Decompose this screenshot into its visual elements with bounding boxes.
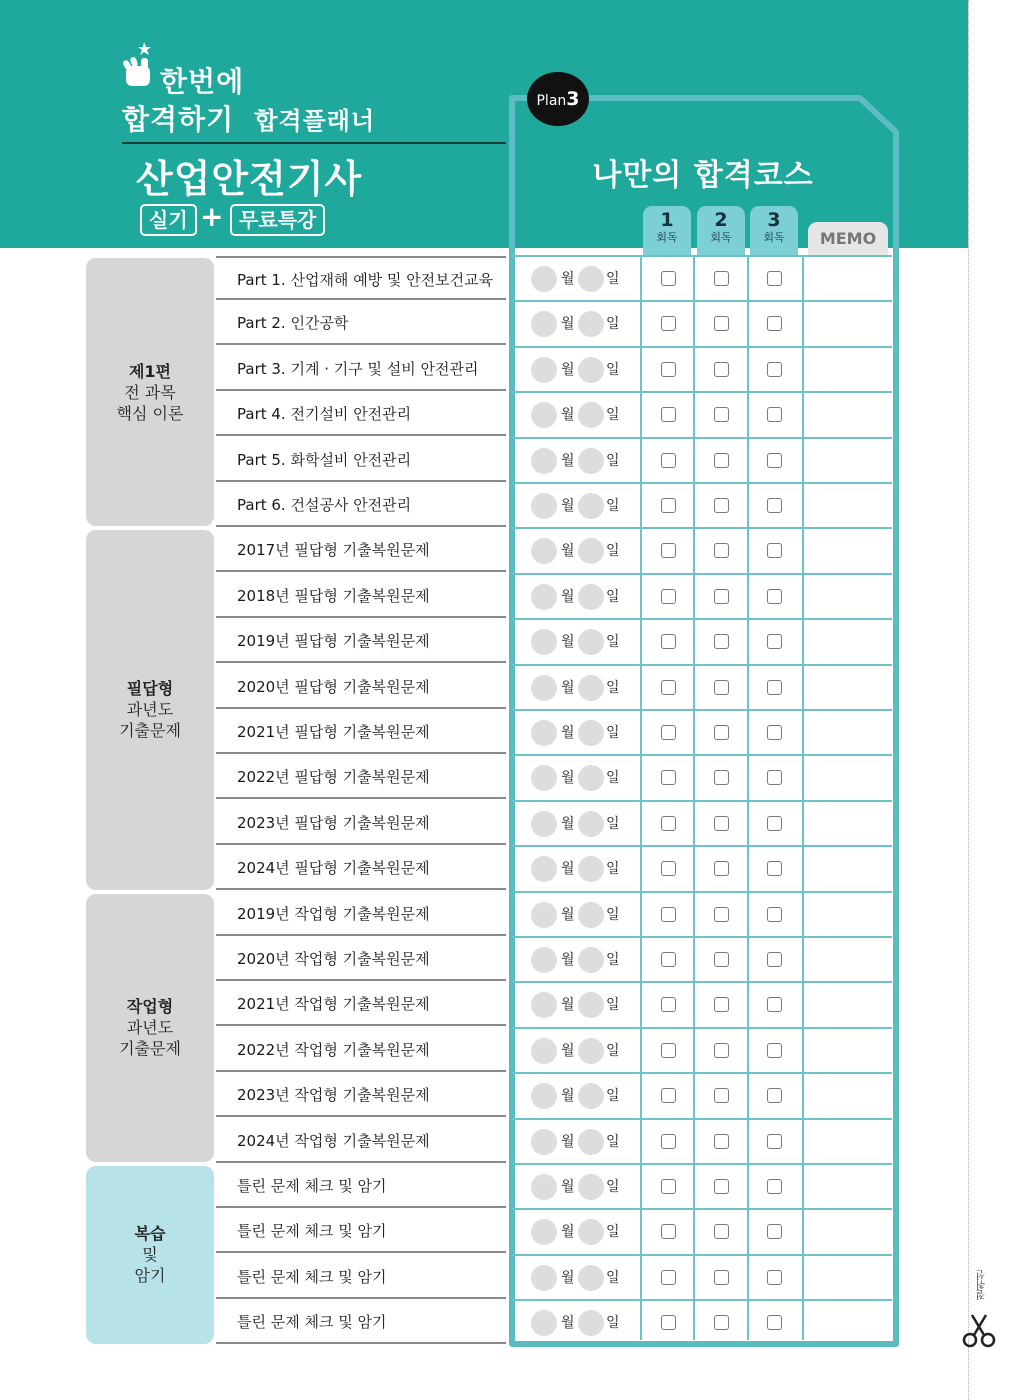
day-input[interactable] bbox=[578, 538, 604, 564]
day-label: 일 bbox=[606, 815, 620, 832]
cut-line bbox=[968, 0, 969, 1400]
date-field bbox=[531, 1172, 631, 1202]
day-input[interactable] bbox=[578, 765, 604, 791]
day-label: 일 bbox=[606, 1269, 620, 1286]
date-field bbox=[531, 1036, 631, 1066]
round-2-checkbox[interactable] bbox=[714, 907, 729, 922]
section-label bbox=[86, 258, 214, 526]
round-tab-2 bbox=[697, 206, 745, 256]
memo-cell[interactable] bbox=[804, 439, 892, 482]
memo-cell[interactable] bbox=[804, 1120, 892, 1163]
date-field bbox=[531, 900, 631, 930]
date-field bbox=[531, 1217, 631, 1247]
section-label-line: 암기 bbox=[134, 1266, 166, 1286]
day-input[interactable] bbox=[578, 1174, 604, 1200]
round-1-checkbox[interactable] bbox=[661, 816, 676, 831]
topic-row: 틀린 문제 체크 및 암기 bbox=[216, 1209, 506, 1253]
date-field bbox=[531, 854, 631, 884]
round-1-checkbox[interactable] bbox=[661, 907, 676, 922]
month-label: 월 bbox=[561, 407, 575, 424]
topic-row: Part 2. 인간공학 bbox=[216, 301, 506, 345]
day-label: 일 bbox=[606, 906, 620, 923]
month-input[interactable] bbox=[531, 1129, 557, 1155]
round-3-checkbox[interactable] bbox=[767, 952, 782, 967]
topic-row: 2024년 작업형 기출복원문제 bbox=[216, 1119, 506, 1163]
round-2-checkbox[interactable] bbox=[714, 952, 729, 967]
round-2-checkbox[interactable] bbox=[714, 1088, 729, 1103]
memo-cell[interactable] bbox=[804, 938, 892, 981]
day-input[interactable] bbox=[578, 629, 604, 655]
date-field bbox=[531, 627, 631, 657]
month-label: 월 bbox=[561, 271, 575, 287]
round-2-checkbox[interactable] bbox=[714, 634, 729, 649]
round-tab-3 bbox=[750, 206, 798, 256]
month-label: 월 bbox=[561, 452, 575, 469]
round-3-checkbox[interactable] bbox=[767, 453, 782, 468]
round-3-checkbox[interactable] bbox=[767, 271, 782, 286]
section-label-text bbox=[117, 361, 184, 424]
memo-cell[interactable] bbox=[804, 1210, 892, 1253]
month-label: 월 bbox=[561, 316, 575, 333]
date-field bbox=[531, 355, 631, 385]
round-3-checkbox[interactable] bbox=[767, 1270, 782, 1285]
date-field bbox=[531, 536, 631, 566]
day-input[interactable] bbox=[578, 947, 604, 973]
round-3-checkbox[interactable] bbox=[767, 1179, 782, 1194]
column-divider bbox=[640, 256, 642, 1340]
date-field bbox=[531, 309, 631, 339]
section-label-text bbox=[119, 996, 181, 1059]
day-label: 일 bbox=[606, 361, 620, 378]
month-label: 월 bbox=[561, 1179, 575, 1195]
month-label: 월 bbox=[561, 1133, 575, 1150]
month-input[interactable] bbox=[531, 1219, 557, 1245]
day-label: 일 bbox=[606, 634, 620, 651]
round-3-checkbox[interactable] bbox=[767, 1134, 782, 1149]
date-field bbox=[531, 1127, 631, 1157]
round-3-checkbox[interactable] bbox=[767, 725, 782, 740]
month-input[interactable] bbox=[531, 856, 557, 882]
month-label: 월 bbox=[561, 543, 575, 560]
date-field bbox=[531, 718, 631, 748]
memo-cell[interactable] bbox=[804, 393, 892, 436]
memo-cell[interactable] bbox=[804, 620, 892, 663]
day-input[interactable] bbox=[578, 402, 604, 428]
day-label: 일 bbox=[606, 588, 620, 605]
month-input[interactable] bbox=[531, 947, 557, 973]
round-3-checkbox[interactable] bbox=[767, 1043, 782, 1058]
day-input[interactable] bbox=[578, 992, 604, 1018]
date-field bbox=[531, 809, 631, 839]
month-label: 월 bbox=[561, 861, 575, 878]
day-label: 일 bbox=[606, 725, 620, 741]
day-input[interactable] bbox=[578, 720, 604, 746]
round-2-checkbox[interactable] bbox=[714, 543, 729, 558]
round-3-checkbox[interactable] bbox=[767, 1088, 782, 1103]
memo-cell[interactable] bbox=[804, 666, 892, 709]
brand-name: 합격하기 bbox=[122, 103, 235, 136]
row-divider bbox=[512, 255, 892, 257]
section-label bbox=[86, 894, 214, 1162]
plus-sign: + bbox=[200, 200, 224, 233]
day-input[interactable] bbox=[578, 357, 604, 383]
section-label-line: 기출문제 bbox=[119, 721, 181, 741]
course-title: 나만의 합격코스 bbox=[592, 158, 814, 193]
round-2-checkbox[interactable] bbox=[714, 997, 729, 1012]
month-label: 월 bbox=[561, 906, 575, 923]
memo-cell[interactable] bbox=[804, 1029, 892, 1072]
round-3-checkbox[interactable] bbox=[767, 816, 782, 831]
round-2-checkbox[interactable] bbox=[714, 770, 729, 785]
scissors-icon bbox=[960, 1310, 1000, 1350]
month-label: 월 bbox=[561, 725, 575, 741]
round-3-checkbox[interactable] bbox=[767, 1315, 782, 1330]
section-label-line: 과년도 bbox=[126, 1018, 174, 1038]
topic-row: 2023년 필답형 기출복원문제 bbox=[216, 801, 506, 845]
section-label-line: 복습 bbox=[134, 1224, 166, 1244]
month-label: 월 bbox=[561, 815, 575, 832]
topic-row: 2021년 필답형 기출복원문제 bbox=[216, 710, 506, 754]
round-3-checkbox[interactable] bbox=[767, 407, 782, 422]
month-label: 월 bbox=[561, 1224, 575, 1241]
month-label: 월 bbox=[561, 1269, 575, 1286]
round-3-checkbox[interactable] bbox=[767, 1224, 782, 1239]
column-divider bbox=[802, 256, 804, 1340]
round-2-checkbox[interactable] bbox=[714, 271, 729, 286]
day-label: 일 bbox=[606, 770, 620, 787]
round-2-checkbox[interactable] bbox=[714, 453, 729, 468]
round-1-checkbox[interactable] bbox=[661, 1224, 676, 1239]
round-2-checkbox[interactable] bbox=[714, 861, 729, 876]
month-input[interactable] bbox=[531, 357, 557, 383]
month-input[interactable] bbox=[531, 1083, 557, 1109]
day-input[interactable] bbox=[578, 266, 604, 292]
round-2-checkbox[interactable] bbox=[714, 1134, 729, 1149]
date-field bbox=[531, 1081, 631, 1111]
round-1-checkbox[interactable] bbox=[661, 271, 676, 286]
memo-header: MEMO bbox=[808, 222, 888, 256]
round-1-checkbox[interactable] bbox=[661, 1088, 676, 1103]
topic-row: 2020년 작업형 기출복원문제 bbox=[216, 937, 506, 981]
topic-row: 2022년 작업형 기출복원문제 bbox=[216, 1028, 506, 1072]
day-label: 일 bbox=[606, 316, 620, 333]
memo-cell[interactable] bbox=[804, 756, 892, 799]
day-input[interactable] bbox=[578, 1219, 604, 1245]
section-label-line: 전 과목 bbox=[124, 382, 176, 402]
round-1-checkbox[interactable] bbox=[661, 1134, 676, 1149]
day-label: 일 bbox=[606, 1042, 620, 1059]
round-1-checkbox[interactable] bbox=[661, 952, 676, 967]
month-label: 월 bbox=[561, 1042, 575, 1059]
round-2-checkbox[interactable] bbox=[714, 316, 729, 331]
month-input[interactable] bbox=[531, 1265, 557, 1291]
section-label-line: 및 bbox=[142, 1245, 158, 1265]
month-label: 월 bbox=[561, 952, 575, 968]
round-2-checkbox[interactable] bbox=[714, 816, 729, 831]
round-1-checkbox[interactable] bbox=[661, 453, 676, 468]
round-1-checkbox[interactable] bbox=[661, 725, 676, 740]
month-input[interactable] bbox=[531, 402, 557, 428]
memo-cell[interactable] bbox=[804, 484, 892, 527]
topic-row: 2017년 필답형 기출복원문제 bbox=[216, 528, 506, 572]
round-2-checkbox[interactable] bbox=[714, 1179, 729, 1194]
round-3-checkbox[interactable] bbox=[767, 680, 782, 695]
date-field bbox=[531, 763, 631, 793]
date-field bbox=[531, 1308, 631, 1338]
day-label: 일 bbox=[606, 271, 620, 287]
topic-row: 틀린 문제 체크 및 암기 bbox=[216, 1164, 506, 1208]
section-label bbox=[86, 530, 214, 889]
day-input[interactable] bbox=[578, 311, 604, 337]
memo-cell[interactable] bbox=[804, 529, 892, 572]
month-label: 월 bbox=[561, 679, 575, 696]
month-input[interactable] bbox=[531, 765, 557, 791]
round-2-checkbox[interactable] bbox=[714, 1043, 729, 1058]
round-1-checkbox[interactable] bbox=[661, 997, 676, 1012]
memo-cell[interactable] bbox=[804, 847, 892, 890]
topic-row: Part 4. 전기설비 안전관리 bbox=[216, 392, 506, 436]
date-field bbox=[531, 446, 631, 476]
month-label: 월 bbox=[561, 997, 575, 1014]
round-suffix: 회독 bbox=[763, 231, 785, 244]
memo-cell[interactable] bbox=[804, 802, 892, 845]
round-3-checkbox[interactable] bbox=[767, 543, 782, 558]
month-input[interactable] bbox=[531, 493, 557, 519]
topic-row: 2020년 필답형 기출복원문제 bbox=[216, 665, 506, 709]
section-label-line: 필답형 bbox=[126, 679, 174, 699]
day-input[interactable] bbox=[578, 448, 604, 474]
section-label-line: 과년도 bbox=[126, 700, 174, 720]
month-input[interactable] bbox=[531, 538, 557, 564]
brand-sub: 합격플래너 bbox=[254, 107, 376, 135]
day-label: 일 bbox=[606, 498, 620, 514]
topic-row: Part 5. 화학설비 안전관리 bbox=[216, 438, 506, 482]
round-2-checkbox[interactable] bbox=[714, 1224, 729, 1239]
round-1-checkbox[interactable] bbox=[661, 1315, 676, 1330]
round-2-checkbox[interactable] bbox=[714, 680, 729, 695]
day-label: 일 bbox=[606, 997, 620, 1014]
round-2-checkbox[interactable] bbox=[714, 407, 729, 422]
topic-row: 2022년 필답형 기출복원문제 bbox=[216, 755, 506, 799]
month-input[interactable] bbox=[531, 1174, 557, 1200]
round-suffix: 회독 bbox=[710, 231, 732, 244]
month-label: 월 bbox=[561, 634, 575, 651]
topic-row: 틀린 문제 체크 및 암기 bbox=[216, 1300, 506, 1344]
day-label: 일 bbox=[606, 1315, 620, 1332]
plan-number: 3 bbox=[566, 88, 580, 110]
memo-cell[interactable] bbox=[804, 711, 892, 754]
day-input[interactable] bbox=[578, 493, 604, 519]
month-input[interactable] bbox=[531, 1310, 557, 1336]
month-input[interactable] bbox=[531, 675, 557, 701]
topic-row: 2019년 필답형 기출복원문제 bbox=[216, 619, 506, 663]
round-3-checkbox[interactable] bbox=[767, 861, 782, 876]
day-input[interactable] bbox=[578, 1265, 604, 1291]
section-label-line: 작업형 bbox=[126, 997, 174, 1017]
round-1-checkbox[interactable] bbox=[661, 1043, 676, 1058]
month-label: 월 bbox=[561, 1315, 575, 1332]
round-3-checkbox[interactable] bbox=[767, 997, 782, 1012]
date-field bbox=[531, 400, 631, 430]
round-1-checkbox[interactable] bbox=[661, 770, 676, 785]
topic-row: 2023년 작업형 기출복원문제 bbox=[216, 1073, 506, 1117]
tag-free-lecture: 무료특강 bbox=[230, 204, 325, 236]
day-label: 일 bbox=[606, 861, 620, 878]
column-divider bbox=[693, 256, 695, 1340]
round-2-checkbox[interactable] bbox=[714, 362, 729, 377]
date-field bbox=[531, 673, 631, 703]
day-input[interactable] bbox=[578, 811, 604, 837]
round-number: 1 bbox=[660, 209, 674, 231]
section-label bbox=[86, 1166, 214, 1344]
round-3-checkbox[interactable] bbox=[767, 362, 782, 377]
cut-label: 절취선 bbox=[977, 1270, 988, 1300]
month-label: 월 bbox=[561, 361, 575, 378]
day-label: 일 bbox=[606, 1224, 620, 1241]
date-field bbox=[531, 1263, 631, 1293]
month-label: 월 bbox=[561, 770, 575, 787]
round-1-checkbox[interactable] bbox=[661, 634, 676, 649]
round-number: 2 bbox=[714, 209, 728, 231]
subject-title: 산업안전기사 bbox=[136, 157, 363, 201]
round-3-checkbox[interactable] bbox=[767, 907, 782, 922]
round-2-checkbox[interactable] bbox=[714, 589, 729, 604]
topic-row: Part 3. 기계 · 기구 및 설비 안전관리 bbox=[216, 347, 506, 391]
topic-row: 2021년 작업형 기출복원문제 bbox=[216, 982, 506, 1026]
topic-row: Part 1. 산업재해 예방 및 안전보건교육 bbox=[216, 256, 506, 300]
round-1-checkbox[interactable] bbox=[661, 589, 676, 604]
day-input[interactable] bbox=[578, 1129, 604, 1155]
month-label: 월 bbox=[561, 1088, 575, 1105]
month-input[interactable] bbox=[531, 992, 557, 1018]
round-number: 3 bbox=[767, 209, 781, 231]
day-input[interactable] bbox=[578, 856, 604, 882]
topic-row: 2019년 작업형 기출복원문제 bbox=[216, 892, 506, 936]
memo-cell[interactable] bbox=[804, 575, 892, 618]
topic-row: 틀린 문제 체크 및 암기 bbox=[216, 1255, 506, 1299]
section-label-line: 기출문제 bbox=[119, 1039, 181, 1059]
round-2-checkbox[interactable] bbox=[714, 1270, 729, 1285]
day-label: 일 bbox=[606, 952, 620, 968]
memo-cell[interactable] bbox=[804, 302, 892, 345]
day-input[interactable] bbox=[578, 1038, 604, 1064]
round-1-checkbox[interactable] bbox=[661, 316, 676, 331]
month-input[interactable] bbox=[531, 720, 557, 746]
month-input[interactable] bbox=[531, 629, 557, 655]
round-1-checkbox[interactable] bbox=[661, 362, 676, 377]
round-1-checkbox[interactable] bbox=[661, 1179, 676, 1194]
day-input[interactable] bbox=[578, 675, 604, 701]
round-1-checkbox[interactable] bbox=[661, 1270, 676, 1285]
day-label: 일 bbox=[606, 1088, 620, 1105]
memo-cell[interactable] bbox=[804, 1256, 892, 1299]
round-suffix: 회독 bbox=[656, 231, 678, 244]
memo-cell[interactable] bbox=[804, 1074, 892, 1117]
date-field bbox=[531, 945, 631, 975]
round-1-checkbox[interactable] bbox=[661, 680, 676, 695]
round-3-checkbox[interactable] bbox=[767, 589, 782, 604]
round-2-checkbox[interactable] bbox=[714, 1315, 729, 1330]
section-label-line: 제1편 bbox=[128, 361, 172, 381]
topic-row: 2024년 필답형 기출복원문제 bbox=[216, 846, 506, 890]
round-3-checkbox[interactable] bbox=[767, 770, 782, 785]
round-3-checkbox[interactable] bbox=[767, 316, 782, 331]
day-label: 일 bbox=[606, 407, 620, 424]
date-field bbox=[531, 264, 631, 294]
plan-label: Plan bbox=[536, 93, 567, 109]
day-input[interactable] bbox=[578, 584, 604, 610]
day-input[interactable] bbox=[578, 902, 604, 928]
round-1-checkbox[interactable] bbox=[661, 543, 676, 558]
section-label-text bbox=[135, 1223, 166, 1286]
section-label-text bbox=[119, 678, 181, 741]
date-field bbox=[531, 990, 631, 1020]
column-divider bbox=[747, 256, 749, 1340]
round-tab-1 bbox=[643, 206, 691, 256]
tag-practical: 실기 bbox=[140, 204, 197, 236]
month-input[interactable] bbox=[531, 584, 557, 610]
date-field bbox=[531, 582, 631, 612]
month-input[interactable] bbox=[531, 811, 557, 837]
round-2-checkbox[interactable] bbox=[714, 725, 729, 740]
memo-cell[interactable] bbox=[804, 1165, 892, 1208]
round-1-checkbox[interactable] bbox=[661, 498, 676, 513]
memo-cell[interactable] bbox=[804, 348, 892, 391]
round-3-checkbox[interactable] bbox=[767, 634, 782, 649]
month-input[interactable] bbox=[531, 1038, 557, 1064]
round-1-checkbox[interactable] bbox=[661, 861, 676, 876]
section-label-line: 핵심 이론 bbox=[116, 403, 184, 423]
day-label: 일 bbox=[606, 1133, 620, 1150]
month-input[interactable] bbox=[531, 902, 557, 928]
memo-cell[interactable] bbox=[804, 893, 892, 936]
day-label: 일 bbox=[606, 543, 620, 560]
month-label: 월 bbox=[561, 498, 575, 514]
memo-cell[interactable] bbox=[804, 983, 892, 1026]
round-1-checkbox[interactable] bbox=[661, 407, 676, 422]
memo-cell[interactable] bbox=[804, 257, 892, 300]
month-input[interactable] bbox=[531, 266, 557, 292]
topic-row: Part 6. 건설공사 안전관리 bbox=[216, 483, 506, 527]
memo-cell[interactable] bbox=[804, 1301, 892, 1344]
day-label: 일 bbox=[606, 452, 620, 469]
day-input[interactable] bbox=[578, 1310, 604, 1336]
day-label: 일 bbox=[606, 679, 620, 696]
round-3-checkbox[interactable] bbox=[767, 498, 782, 513]
month-input[interactable] bbox=[531, 448, 557, 474]
day-input[interactable] bbox=[578, 1083, 604, 1109]
month-label: 월 bbox=[561, 588, 575, 605]
round-2-checkbox[interactable] bbox=[714, 498, 729, 513]
brand-line-1: 한번에 bbox=[160, 65, 245, 98]
topic-row: 2018년 필답형 기출복원문제 bbox=[216, 574, 506, 618]
date-field bbox=[531, 491, 631, 521]
day-label: 일 bbox=[606, 1179, 620, 1195]
month-input[interactable] bbox=[531, 311, 557, 337]
plan-badge bbox=[527, 72, 589, 126]
